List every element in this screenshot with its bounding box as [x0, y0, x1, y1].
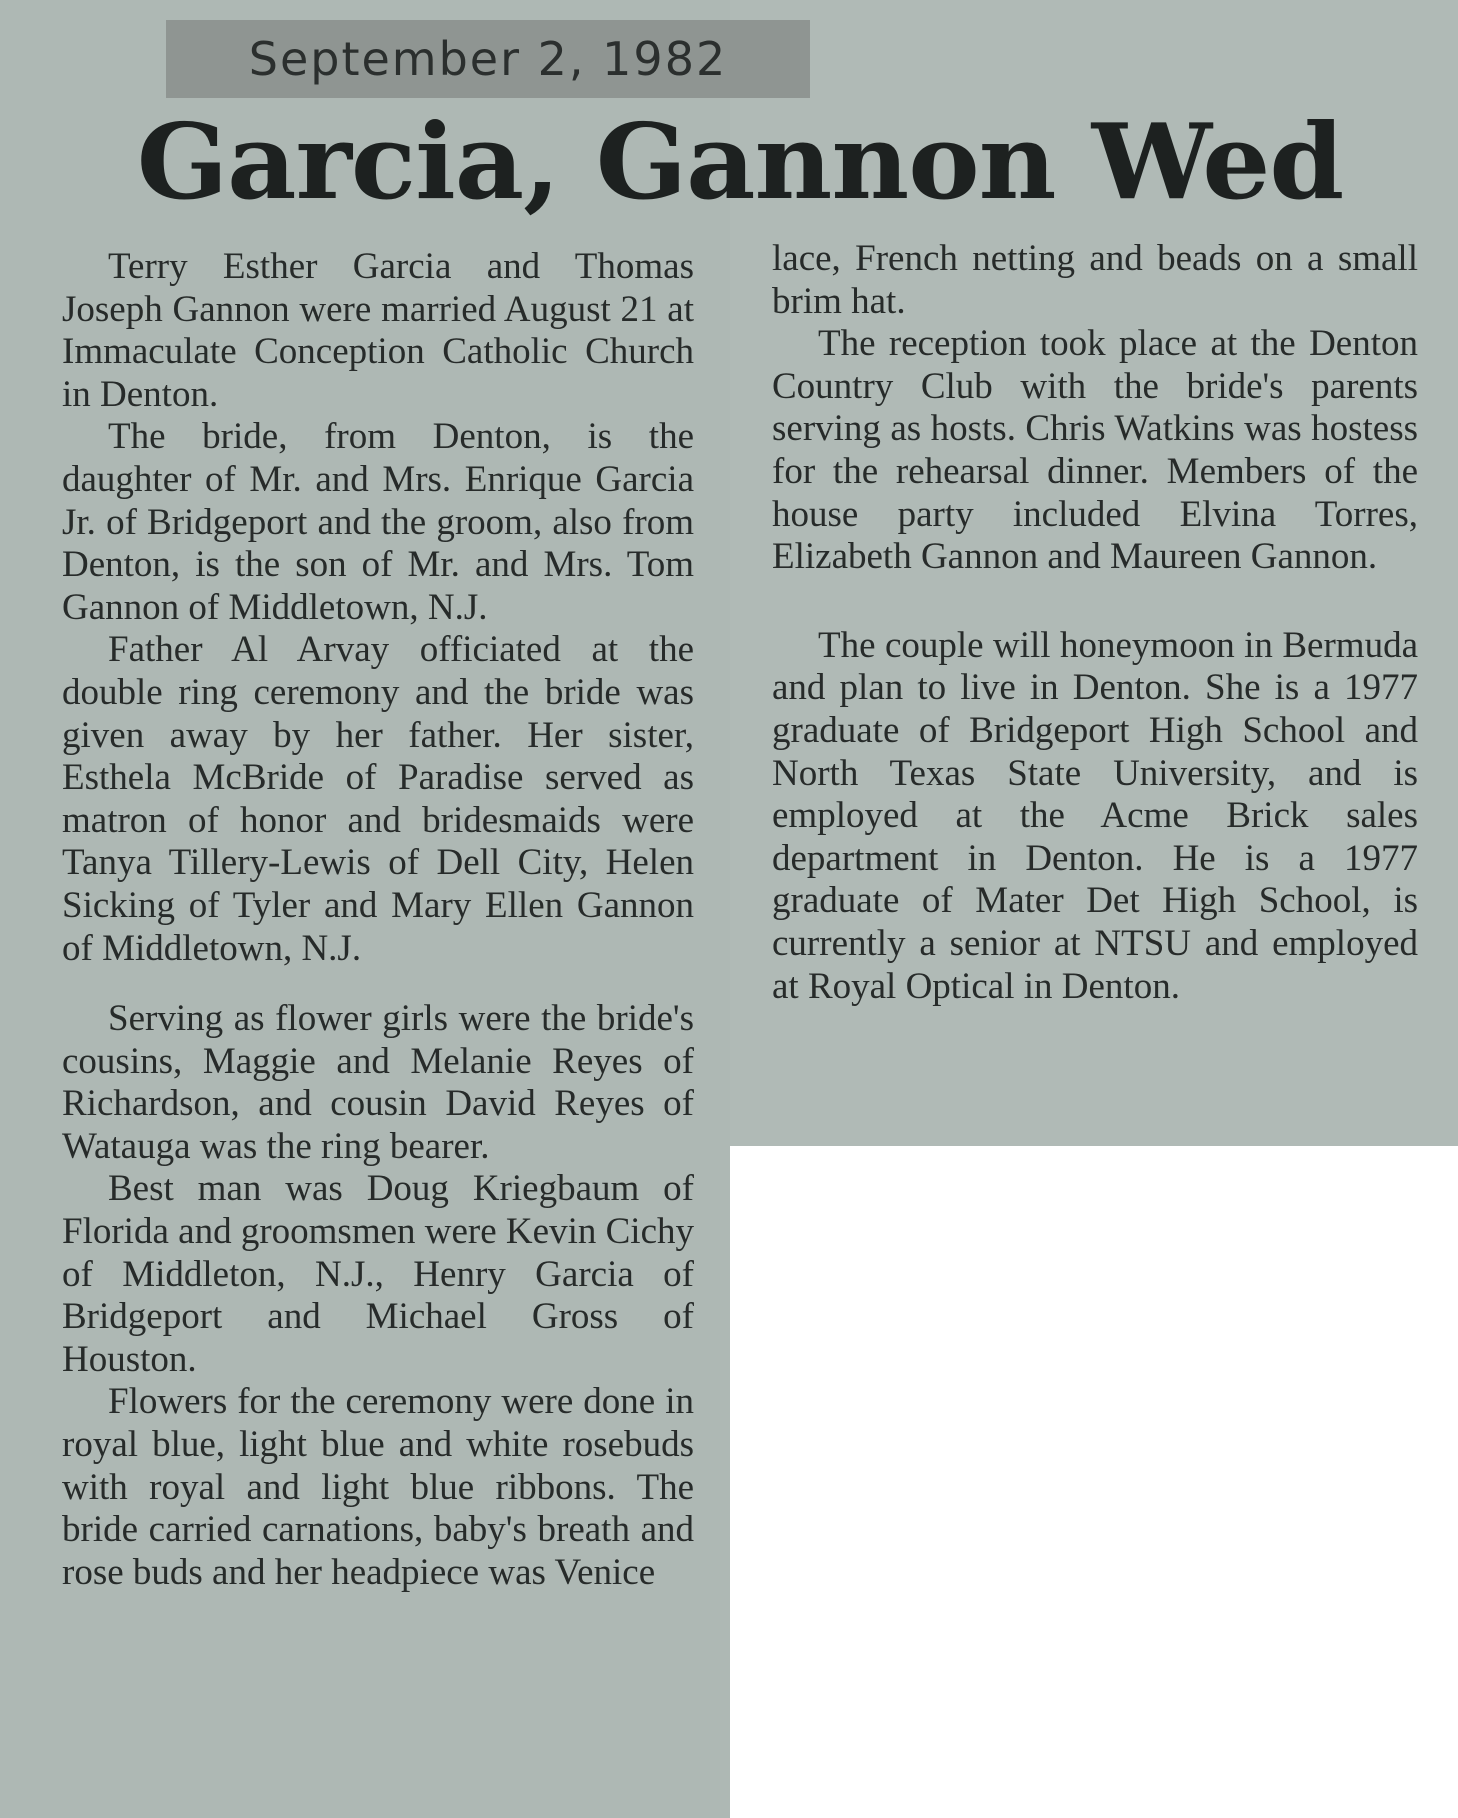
- paragraph-ceremony: Father Al Arvay officiated at the double ring ceremony and the bride was given away by her father. Her sister, Esthela McBride of Paradise served as matron of honor and bridesmaids were Tanya Tillery-Lewis of Dell City, Helen Sicking of Tyler and Mary Ellen Gannon of Middletown, N.J.: [62, 629, 694, 969]
- paragraph-reception: The reception took place at the Denton Country Club with the bride's parents serving as hosts. Chris Watkins was hostess for the rehearsal dinner. Members of the house party included Elvina Torres, Elizabeth Gannon and Maureen Gannon.: [772, 323, 1418, 578]
- paragraph-flowers: Flowers for the ceremony were done in royal blue, light blue and white rosebuds with royal and light blue ribbons. The bride carried carnations, baby's breath and rose buds and her headpiece was Venice: [62, 1381, 694, 1593]
- date-label: September 2, 1982: [166, 20, 810, 98]
- paragraph-flower-girls: Serving as flower girls were the bride's cousins, Maggie and Melanie Reyes of Richardson, and cousin David Reyes of Watauga was the ring bearer.: [62, 998, 694, 1167]
- paragraph-gap: [772, 579, 1418, 625]
- paragraph-honeymoon: The couple will honeymoon in Bermuda and plan to live in Denton. She is a 1977 graduate of Bridgeport High School and North Texas State University, and is employed at the Acme Brick sales department in Denton. He is a 1977 graduate of Mater Det High School, is currently a senior at NTSU and employed at Royal Optical in Denton.: [772, 624, 1418, 1007]
- headline: Garcia, Gannon Wed: [136, 100, 1344, 223]
- right-column: [772, 238, 1418, 1008]
- paragraph-headpiece-continued: lace, French netting and beads on a small brim hat.: [772, 238, 1418, 322]
- paragraph-wedding: Terry Esther Garcia and Thomas Joseph Gannon were married August 21 at Immaculate Conception Catholic Church in Denton.: [62, 246, 694, 415]
- paragraph-groomsmen: Best man was Doug Kriegbaum of Florida and groomsmen were Kevin Cichy of Middleton, N.J., Henry Garcia of Bridgeport and Michael Gross of Houston.: [62, 1168, 694, 1380]
- paragraph-parents: The bride, from Denton, is the daughter of Mr. and Mrs. Enrique Garcia Jr. of Bridgeport and the groom, also from Denton, is the son of Mr. and Mrs. Tom Gannon of Middletown, N.J.: [62, 416, 694, 628]
- paragraph-gap: [62, 970, 694, 998]
- left-column: [62, 246, 694, 1594]
